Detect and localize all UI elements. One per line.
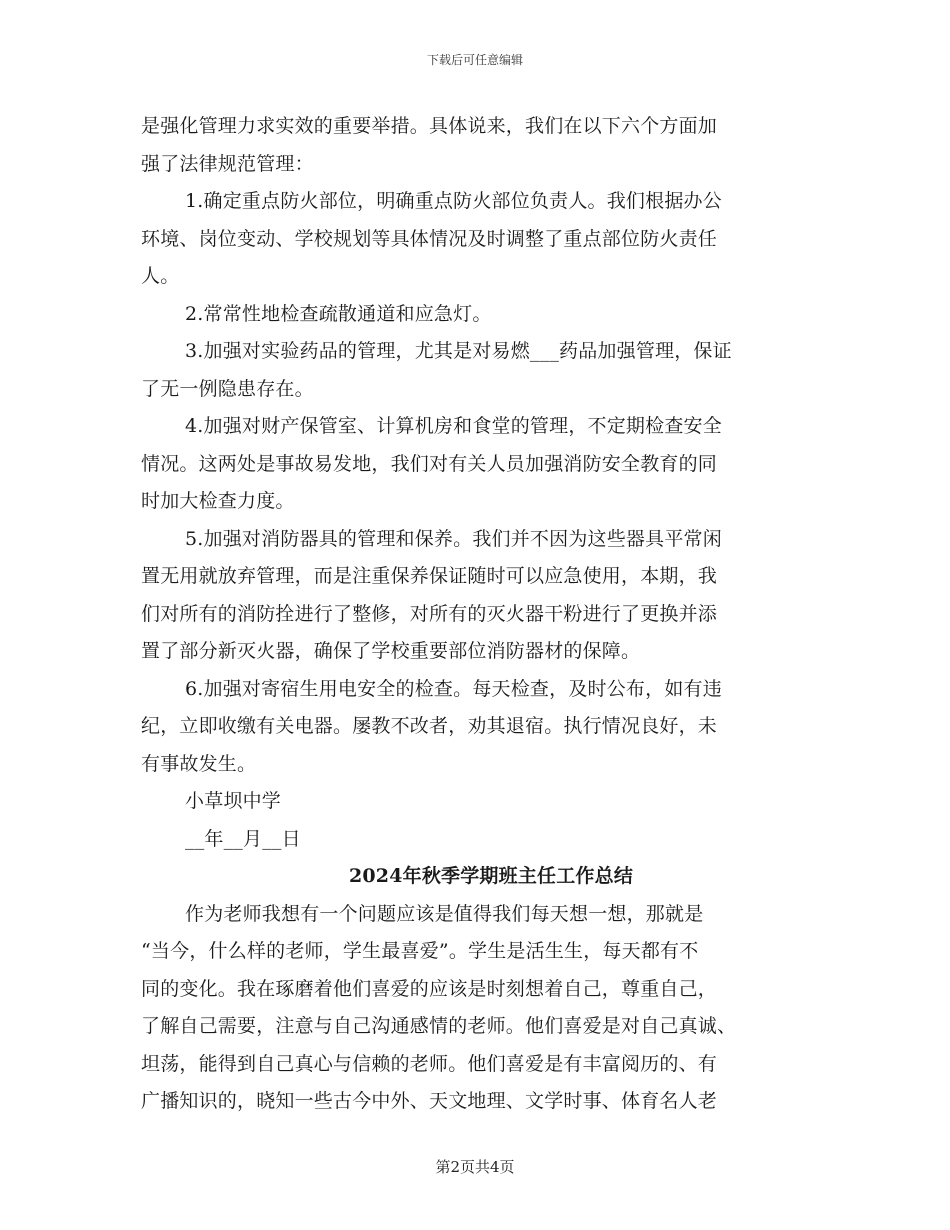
paragraph-item-1 [141,183,811,296]
paragraph-signature-school [141,783,811,821]
text-line: 置无用就放弃管理，而是注重保养保证随时可以应急使用，本期，我 [141,565,718,587]
document-body [141,108,811,1121]
text-line: “当今，什么样的老师，学生最喜爱”。学生是活生生，每天都有不 [141,940,699,962]
paragraph-item-2 [141,296,811,334]
text-line: 了无一例隐患存在。 [141,377,314,400]
text-line: __年__月__日 [185,827,301,850]
text-line: 1.确定重点防火部位，明确重点防火部位负责人。我们根据办公 [185,190,722,212]
text-line: 是强化管理力求实效的重要举措。具体说来，我们在以下六个方面加 [141,115,718,137]
paragraph-signature-date [141,821,811,859]
section-title: 2024年秋季学期班主任工作总结 [348,865,634,887]
text-line: 2.常常性地检查疏散通道和应急灯。 [185,302,492,325]
text-line: 时加大检查力度。 [141,490,295,512]
paragraph-item-4 [141,408,811,521]
text-line: 了解自己需要，注意与自己沟通感情的老师。他们喜爱是对自己真诚、 [141,1015,737,1037]
page-header-note: 下载后可任意编辑 [426,53,523,67]
text-line: 置了部分新灭火器，确保了学校重要部位消防器材的保障。 [141,640,641,662]
text-line: 4.加强对财产保管室、计算机房和食堂的管理，不定期检查安全 [185,415,722,437]
section-paragraph [141,933,811,1121]
text-line: 5.加强对消防器具的管理和保养。我们并不因为这些器具平常闲 [185,527,722,550]
page-number: 第2页共4页 [435,1158,515,1176]
text-line: 们对所有的消防拴进行了整修，对所有的灭火器干粉进行了更换并添 [141,602,718,625]
section-paragraph-first-line: 作为老师我想有一个问题应该是值得我们每天想一想，那就是 [185,902,704,925]
text-line: 人。 [141,265,180,287]
paragraph-item-6 [141,671,811,784]
paragraph-intro-continuation [141,108,811,183]
text-line: 情况。这两处是事故易发地，我们对有关人员加强消防安全教育的同 [141,452,718,475]
paragraph-item-5 [141,521,811,671]
text-line: 有事故发生。 [141,752,257,775]
text-line: 纪，立即收缴有关电器。屡教不改者，劝其退宿。执行情况良好，未 [141,715,718,737]
text-line: 同的变化。我在琢磨着他们喜爱的应该是时刻想着自己，尊重自己， [141,977,718,1000]
text-line: 坦荡，能得到自己真心与信赖的老师。他们喜爱是有丰富阅历的、有 [141,1052,718,1075]
text-line: 广播知识的，晓知一些古今中外、天文地理、文学时事、体育名人老 [141,1090,718,1112]
text-line: 6.加强对寄宿生用电安全的检查。每天检查，及时公布，如有违 [185,677,722,700]
text-line: 环境、岗位变动、学校规划等具体情况及时调整了重点部位防火责任 [141,227,718,250]
text-line: 强了法律规范管理： [141,152,314,175]
paragraph-list [141,108,811,858]
paragraph-item-3 [141,333,811,408]
text-line: 小草坝中学 [185,790,282,812]
text-line: 3.加强对实验药品的管理，尤其是对易燃___药品加强管理，保证 [185,340,732,362]
